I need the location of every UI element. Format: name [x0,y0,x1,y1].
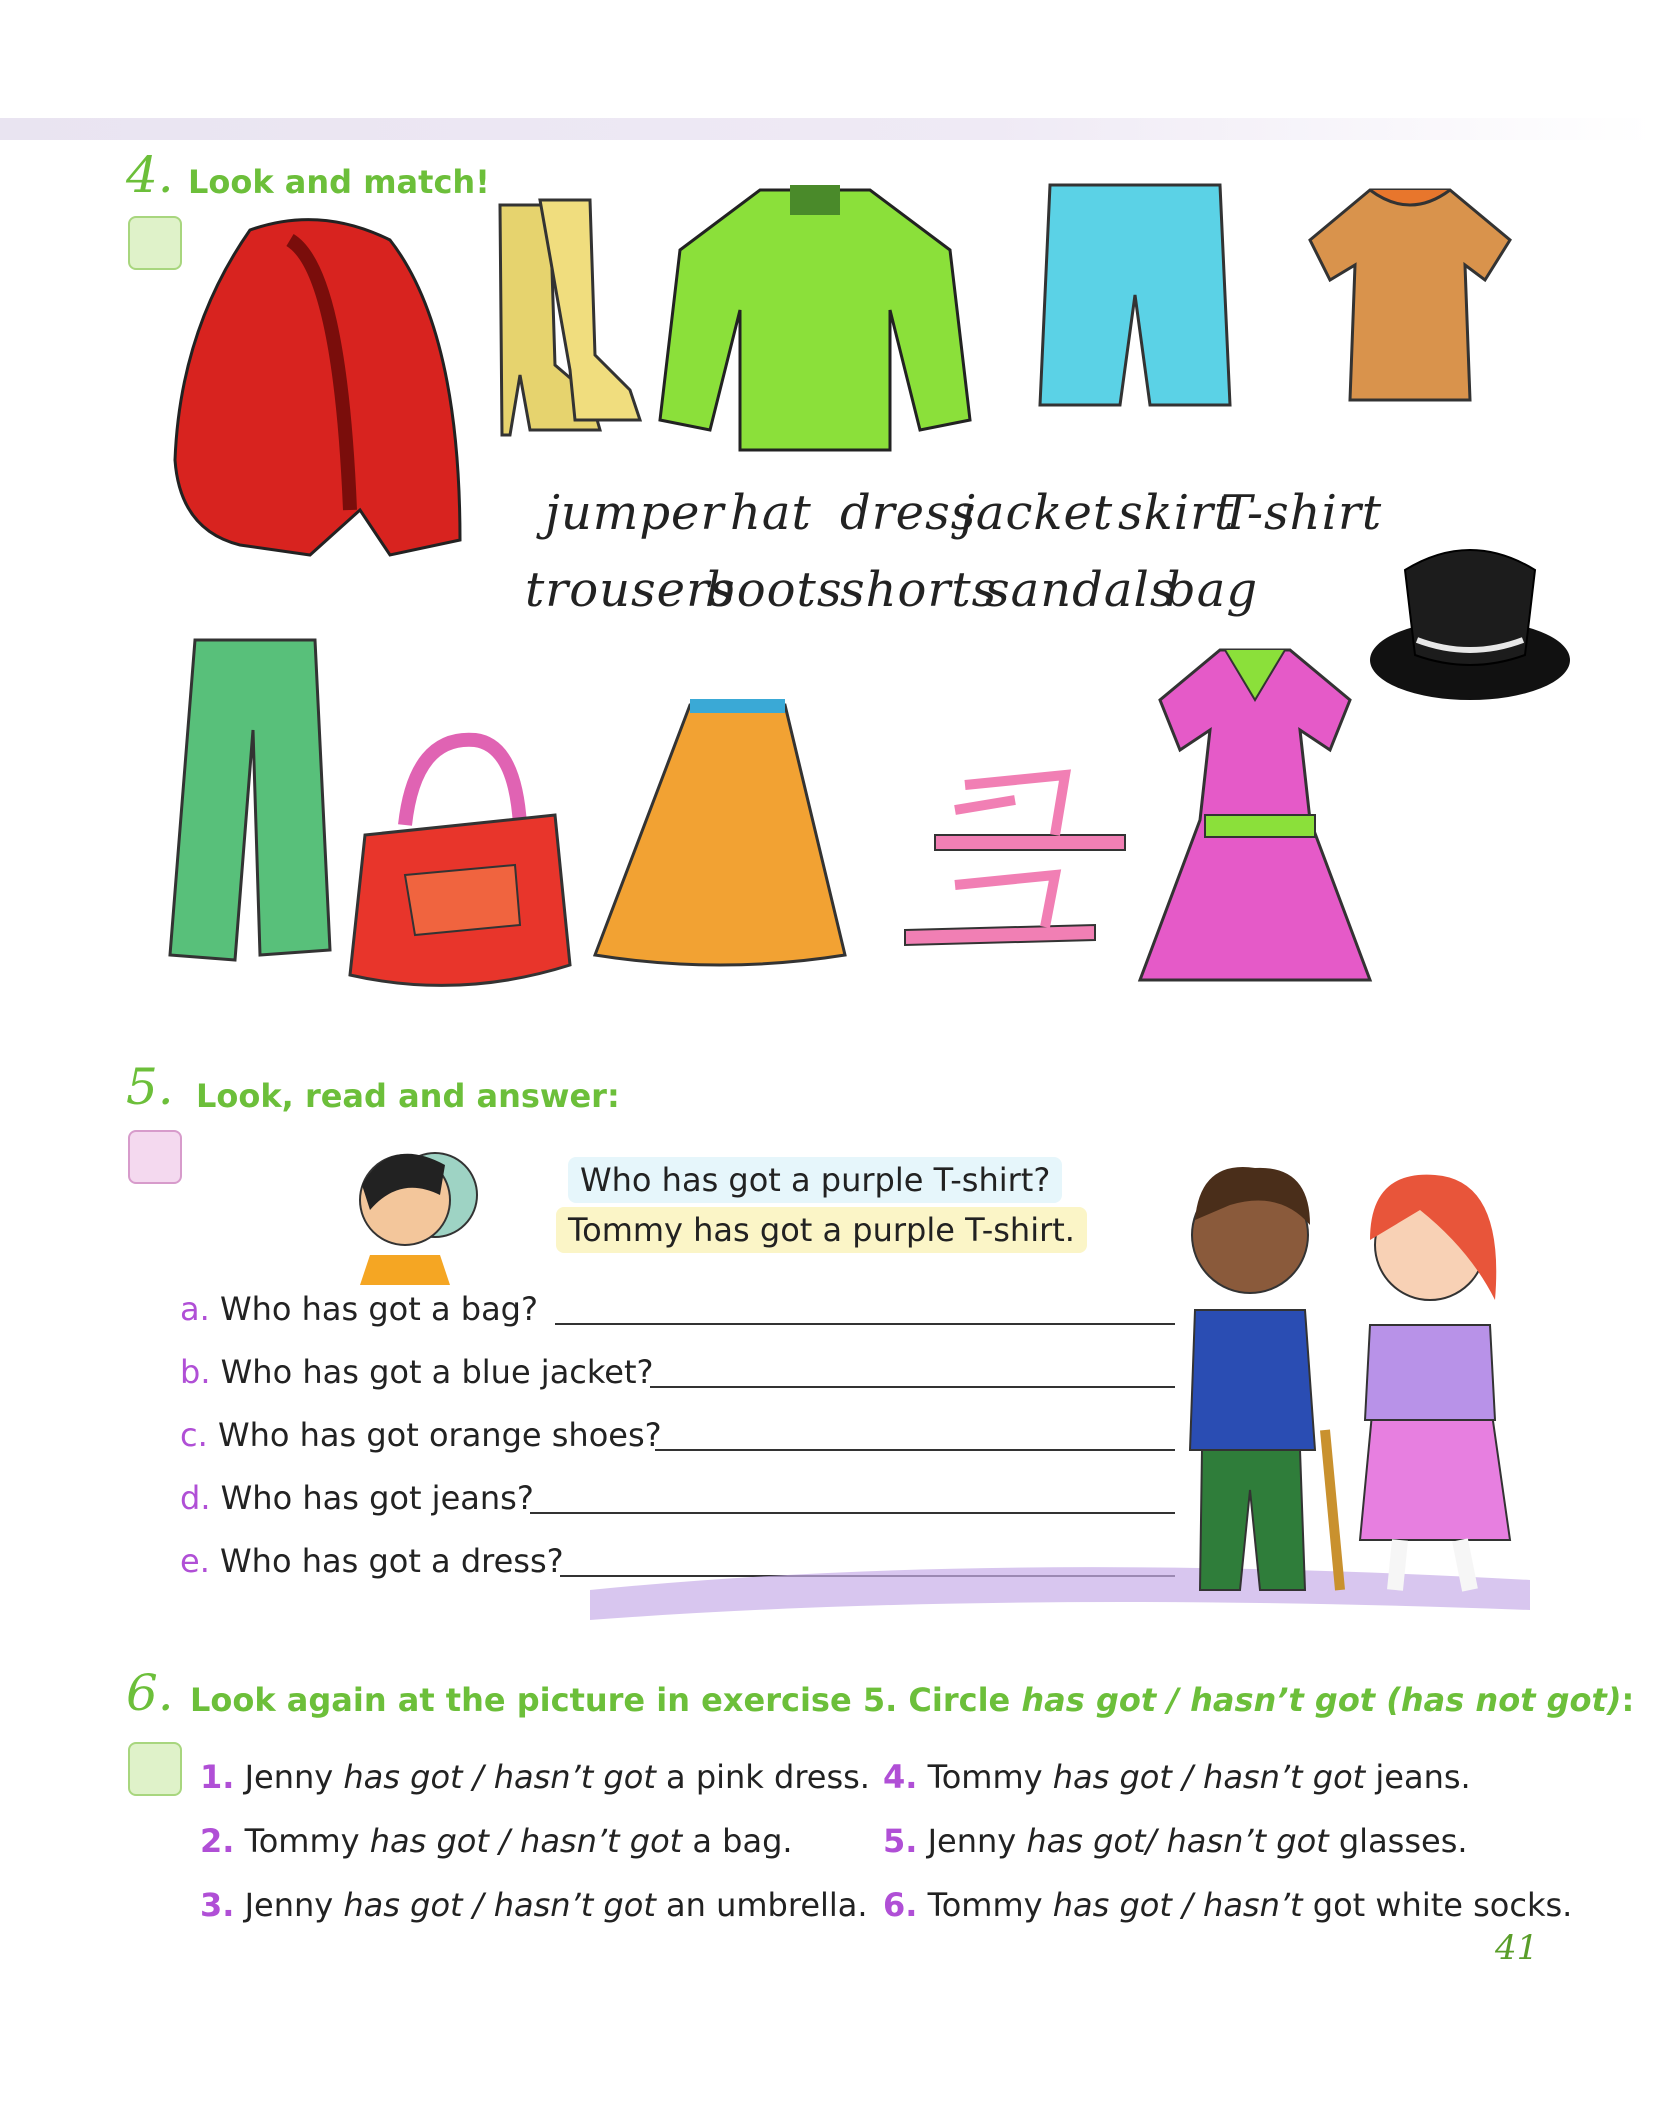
sentence-post: a pink dress. [655,1758,870,1796]
question-text: Who has got jeans? [220,1479,534,1517]
question-text: Who has got a blue jacket? [220,1353,654,1391]
sentence-number: 5. [883,1822,918,1860]
word-jacket: jacket [960,485,1114,541]
question-b [180,1353,654,1391]
sentence-post: an umbrella. [655,1886,868,1924]
sentence-number: 3. [200,1886,235,1924]
sentence-6 [883,1886,1572,1924]
word-bag: bag [1165,562,1259,618]
jacket-illustration [160,210,480,570]
sentence-pre: Tommy [244,1822,370,1860]
sentence-option[interactable]: has got / hasn’t got [1052,1758,1366,1796]
question-a [180,1290,538,1328]
sentence-option[interactable]: has got / hasn’t got [343,1886,656,1924]
sentence-pre: Jenny [244,1758,344,1796]
skirt-illustration [590,695,850,975]
tommy-and-jenny-illustration [590,1150,1540,1630]
word-dress: dress [840,485,977,541]
dress-illustration [1130,640,1380,1000]
sentence-1 [200,1758,870,1796]
ex6-number: 6. [126,1664,174,1722]
two-kids-heads-illustration [350,1125,500,1285]
trousers-illustration [165,630,340,970]
word-hat: hat [730,485,812,541]
sentence-option[interactable]: has got / hasn’t got [343,1758,656,1796]
sentence-4 [883,1758,1471,1796]
question-e [180,1542,564,1580]
top-band [0,118,1654,140]
ex6-title-italic: has got / hasn’t got (has not got) [1021,1681,1622,1719]
word-shorts: shorts [840,562,998,618]
question-letter: c. [180,1416,208,1454]
word-sandals: sandals [985,562,1176,618]
sentence-5 [883,1822,1468,1860]
question-text: Who has got a dress? [220,1542,564,1580]
ex6-title-plain: Look again at the picture in exercise 5. Circle [190,1681,1022,1719]
sentence-3 [200,1886,868,1924]
question-text: Who has got orange shoes? [217,1416,662,1454]
sentence-post: jeans. [1365,1758,1471,1796]
question-text: Who has got a bag? [219,1290,538,1328]
question-letter: e. [180,1542,210,1580]
question-letter: b. [180,1353,211,1391]
ex6-title-end: : [1621,1681,1635,1719]
ex4-number: 4. [126,146,174,204]
word-skirt: skirt [1118,485,1235,541]
speech-bubble-question: Who has got a purple T-shirt? [568,1157,1062,1203]
ex6-eye-icon [128,1742,182,1796]
sentence-option[interactable]: has got/ hasn’t got [1026,1822,1329,1860]
sentence-2 [200,1822,793,1860]
sentence-pre: Jenny [927,1822,1027,1860]
sentence-option[interactable]: has got / hasn’t [1052,1886,1303,1924]
sentence-number: 2. [200,1822,235,1860]
ex4-title: Look and match! [188,163,490,201]
question-d [180,1479,534,1517]
boots-illustration [490,195,650,445]
word-trousers: trousers [525,562,736,618]
sentence-pre: Jenny [244,1886,344,1924]
sentence-number: 1. [200,1758,235,1796]
shorts-illustration [1030,175,1240,415]
ex5-camera-icon [128,1130,182,1184]
ex5-number: 5. [126,1058,174,1116]
word-tshirt: T-shirt [1220,485,1383,541]
sentence-number: 6. [883,1886,918,1924]
word-jumper: jumper [545,485,725,541]
ex5-title: Look, read and answer: [196,1077,620,1115]
question-letter: a. [180,1290,210,1328]
sentence-post: glasses. [1328,1822,1468,1860]
speech-bubble-answer: Tommy has got a purple T-shirt. [556,1207,1087,1253]
bag-illustration [345,725,575,995]
word-boots: boots [705,562,843,618]
sentence-number: 4. [883,1758,918,1796]
page-number: 41 [1495,1928,1539,1968]
tshirt-illustration [1300,180,1520,410]
sentence-post: got white socks. [1302,1886,1573,1924]
sentence-pre: Tommy [927,1886,1053,1924]
jumper-illustration [650,170,980,460]
sentence-pre: Tommy [927,1758,1053,1796]
sentence-option[interactable]: has got / hasn’t got [369,1822,683,1860]
sandals-illustration [895,755,1135,955]
hat-illustration [1365,540,1575,710]
sentence-post: a bag. [682,1822,793,1860]
question-letter: d. [180,1479,211,1517]
ex6-title [190,1681,1635,1719]
